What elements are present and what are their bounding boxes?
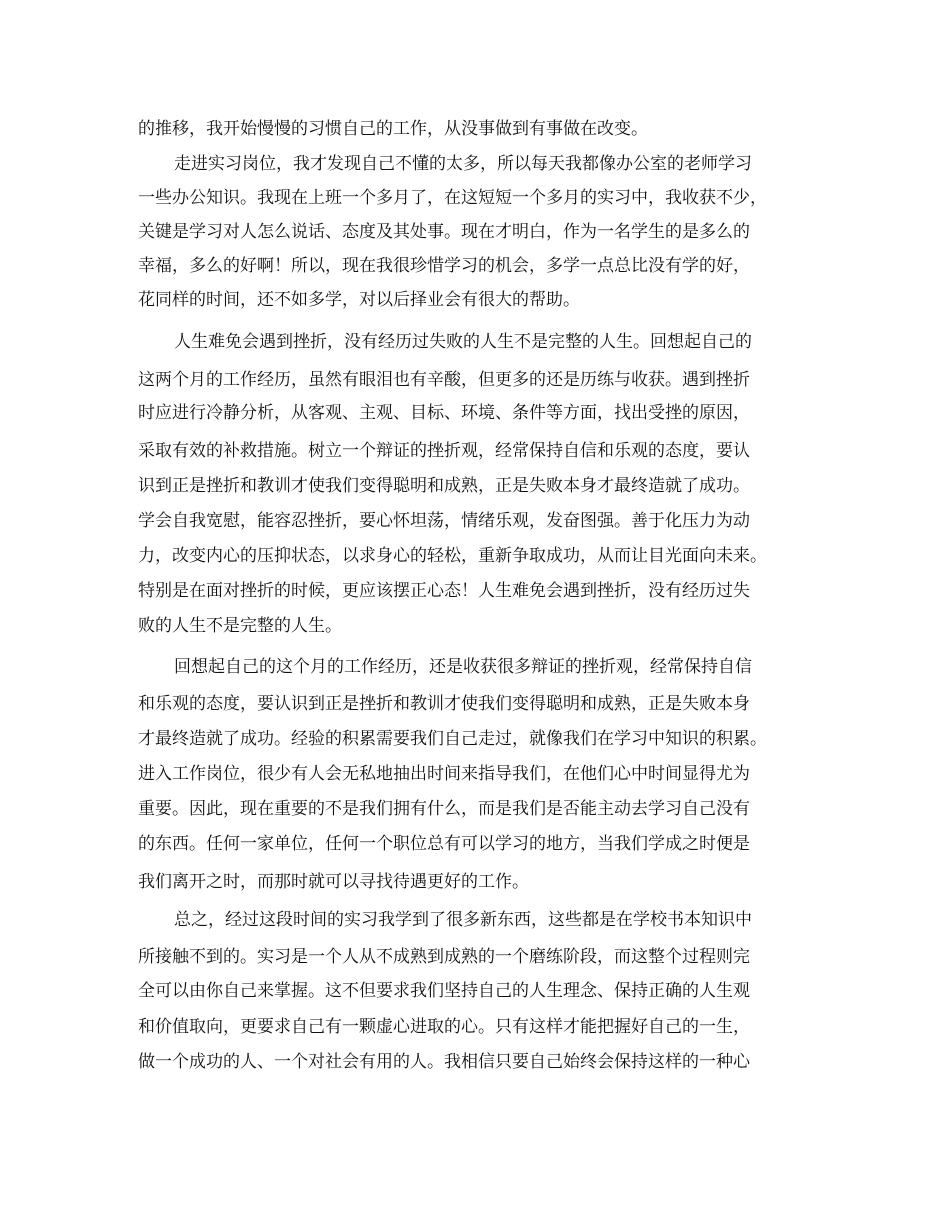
text-line: 重要。因此，现在重要的不是我们拥有什么，而是我们是否能主动去学习自己没有 xyxy=(138,799,750,819)
text-line: 败的人生不是完整的人生。 xyxy=(138,616,342,636)
text-line: 采取有效的补救措施。树立一个辩证的挫折观，经常保持自信和乐观的态度，要认 xyxy=(138,441,750,461)
text-line: 的东西。任何一家单位，任何一个职位总有可以学习的地方，当我们学成之时便是 xyxy=(138,834,750,854)
text-line: 幸福，多么的好啊！所以，现在我很珍惜学习的机会，多学一点总比没有学的好， xyxy=(138,256,750,276)
text-line: 识到正是挫折和教训才使我们变得聪明和成熟，正是失败本身才最终造就了成功。 xyxy=(138,476,750,496)
text-line: 特别是在面对挫折的时候，更应该摆正心态！人生难免会遇到挫折，没有经历过失 xyxy=(138,581,750,601)
text-line: 我们离开之时，而那时就可以寻找待遇更好的工作。 xyxy=(138,872,529,892)
text-line: 一些办公知识。我现在上班一个多月了，在这短短一个多月的实习中，我收获不少， xyxy=(138,188,767,208)
text-line: 才最终造就了成功。经验的积累需要我们自己走过，就像我们在学习中知识的积累。 xyxy=(138,729,767,749)
text-line: 关键是学习对人怎么说话、态度及其处事。现在才明白，作为一名学生的是多么的 xyxy=(138,222,750,242)
text-line: 时应进行冷静分析，从客观、主观、目标、环境、条件等方面，找出受挫的原因， xyxy=(138,403,750,423)
text-line: 花同样的时间，还不如多学，对以后择业会有很大的帮助。 xyxy=(138,290,580,310)
paragraph-start-line: 回想起自己的这个月的工作经历，还是收获很多辩证的挫折观，经常保持自信 xyxy=(174,657,752,677)
text-line: 和乐观的态度，要认识到正是挫折和教训才使我们变得聪明和成熟，正是失败本身 xyxy=(138,694,750,714)
paragraph-start-line: 走进实习岗位，我才发现自己不懂的太多，所以每天我都像办公室的老师学习 xyxy=(174,154,752,174)
text-line: 力，改变内心的压抑状态，以求身心的轻松，重新争取成功，从而让目光面向未来。 xyxy=(138,546,767,566)
text-line: 和价值取向，更要求自己有一颗虚心进取的心。只有这样才能把握好自己的一生， xyxy=(138,1017,750,1037)
text-line: 做一个成功的人、一个对社会有用的人。我相信只要自己始终会保持这样的一种心 xyxy=(138,1052,750,1072)
paragraph-start-line: 人生难免会遇到挫折，没有经历过失败的人生不是完整的人生。回想起自己的 xyxy=(174,332,752,352)
paragraph-start-line: 总之，经过这段时间的实习我学到了很多新东西，这些都是在学校书本知识中 xyxy=(174,910,752,930)
text-line: 学会自我宽慰，能容忍挫折，要心怀坦荡，情绪乐观，发奋图强。善于化压力为动 xyxy=(138,511,750,531)
text-line: 这两个月的工作经历，虽然有眼泪也有辛酸，但更多的还是历练与收获。遇到挫折 xyxy=(138,370,750,390)
text-line: 所接触不到的。实习是一个人从不成熟到成熟的一个磨练阶段，而这整个过程则完 xyxy=(138,947,750,967)
text-line: 进入工作岗位，很少有人会无私地抽出时间来指导我们，在他们心中时间显得尤为 xyxy=(138,764,750,784)
text-line: 的推移，我开始慢慢的习惯自己的工作，从没事做到有事做在改变。 xyxy=(138,119,648,139)
text-line: 全可以由你自己来掌握。这不但要求我们坚持自己的人生理念、保持正确的人生观 xyxy=(138,981,750,1001)
